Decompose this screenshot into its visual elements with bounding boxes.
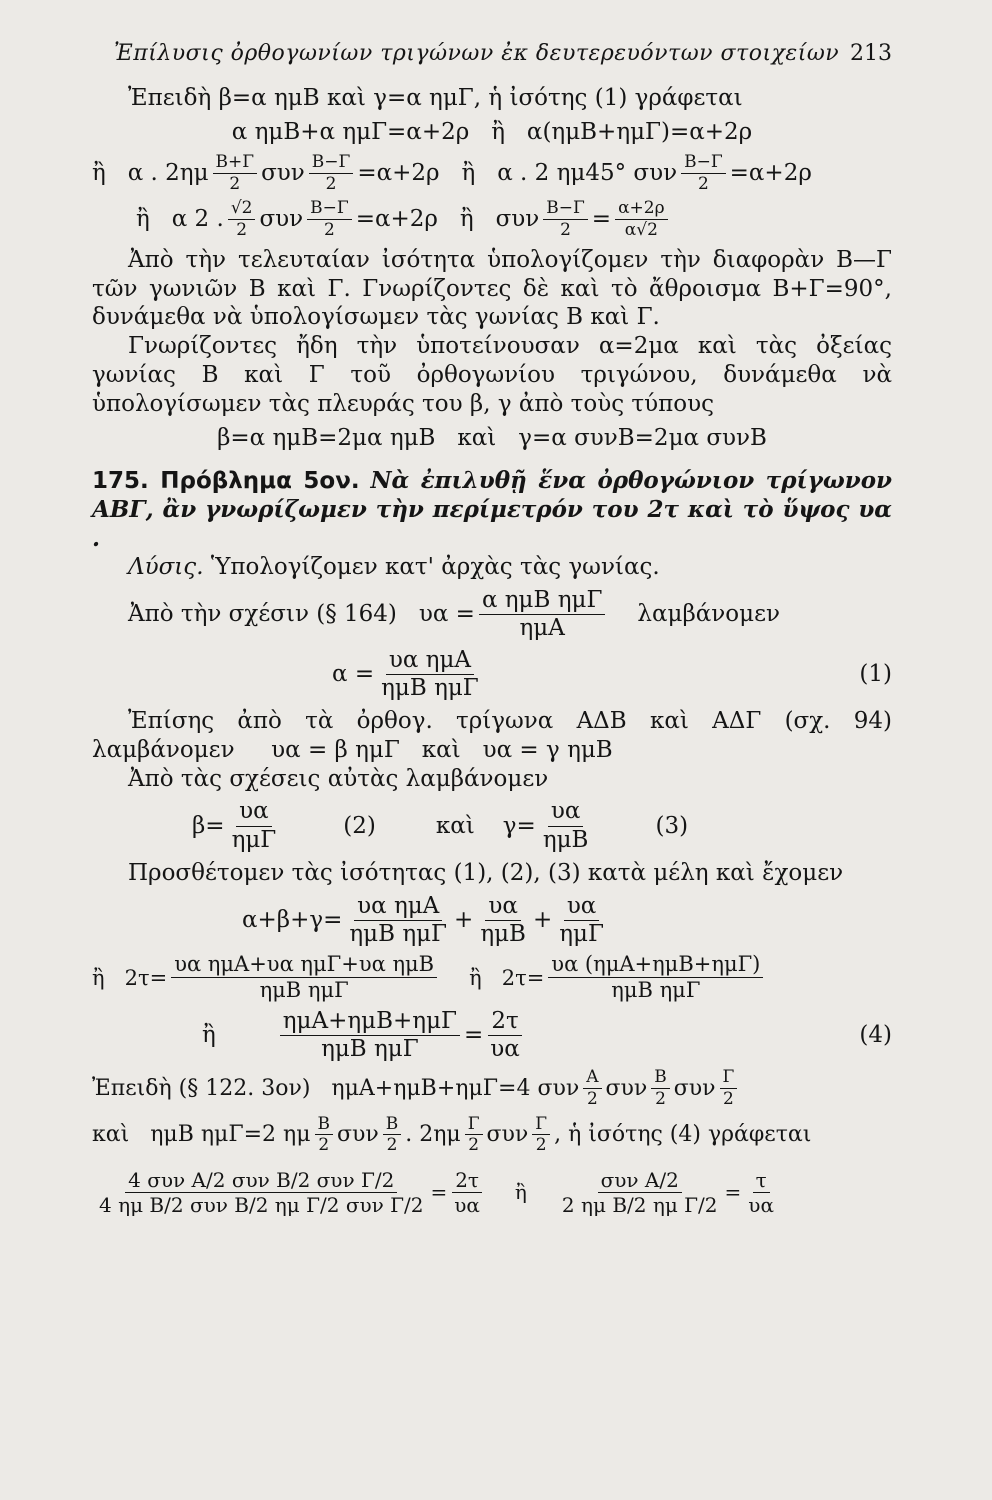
frac-num: τ — [753, 1169, 770, 1193]
frac-den: ημΒ — [542, 826, 589, 853]
solution-label: Λύσις. — [128, 554, 204, 581]
frac-num: 2τ — [488, 1009, 521, 1036]
frac-den: 2 — [697, 173, 709, 194]
equation-text: καὶ ημΒ ημΓ=2 ημ — [92, 1121, 311, 1147]
frac-den: 4 ημ B/2 συν B/2 ημ Γ/2 συν Γ/2 — [99, 1192, 424, 1217]
frac-num: συν A/2 — [598, 1169, 682, 1193]
fraction — [280, 1009, 460, 1063]
frac-num: √2 — [228, 199, 256, 220]
frac-den: 2 — [535, 1135, 547, 1156]
fraction — [540, 799, 592, 853]
frac-den: υα — [490, 1035, 520, 1062]
frac-num: Β−Γ — [681, 153, 726, 174]
chapter-title: Ἐπίλυσις ὀρθογωνίων τριγώνων ἐκ δευτερευόντων στοιχείων — [114, 41, 840, 66]
frac-num: α ημΒ ημΓ — [479, 588, 605, 615]
frac-num: υα — [485, 894, 521, 921]
fraction — [213, 153, 258, 193]
equation-text: =α+2ρ — [729, 159, 812, 186]
problem-heading — [92, 467, 892, 553]
equation-text: = — [591, 206, 612, 233]
frac-num: υα ημΑ — [354, 894, 442, 921]
frac-den: υα — [748, 1192, 774, 1217]
equation-text: καὶ — [435, 812, 475, 839]
fraction — [309, 153, 354, 193]
equation-text: συν — [259, 206, 304, 233]
equation-tau — [92, 953, 892, 1002]
frac-den: ημΓ — [559, 921, 604, 948]
frac-num: Α — [583, 1068, 601, 1089]
fraction — [465, 1115, 483, 1155]
equation-text: συν — [261, 159, 305, 186]
fraction — [556, 894, 607, 948]
paragraph-text-2: Γνωρίζοντες ἤδη τὴν ὑποτείνουσαν α=2μα καὶ τὰς ὀξείας γωνίας Β καὶ Γ τοῦ ὀρθογωνίου τριγώνου, δυνάμεθα νὰ ὑπολογίσωμεν τὰς πλευράς του β, γ ἀπὸ τοὺς τύπους — [92, 333, 892, 417]
frac-den: ημΒ ημΓ — [349, 921, 448, 948]
frac-den: ημΑ — [519, 615, 565, 642]
equation-text: γ= — [502, 812, 536, 839]
equation-text: Ἀπὸ τὴν σχέσιν (§ 164) υα = — [128, 601, 475, 628]
solution-line — [92, 553, 892, 582]
paragraph-text-4: Ἀπὸ τὰς σχέσεις αὐτὰς λαμβάνομεν — [128, 765, 549, 792]
equation-text: + — [454, 907, 474, 934]
frac-den: ημΒ — [480, 921, 526, 948]
equation-line-4 — [92, 424, 892, 453]
running-header — [92, 40, 892, 68]
frac-num: Β−Γ — [307, 199, 352, 220]
frac-num: Β — [383, 1115, 402, 1136]
fraction — [479, 588, 605, 642]
fraction — [228, 199, 256, 239]
fraction — [583, 1068, 601, 1108]
frac-num: Γ — [465, 1115, 483, 1136]
relation-line — [92, 588, 892, 642]
fraction — [451, 1169, 483, 1216]
fraction — [651, 1068, 670, 1108]
paragraph-text-3: Ἐπίσης ἀπὸ τὰ ὀρθογ. τρίγωνα ΑΔΒ καὶ ΑΔΓ (σχ. 94) λαμβάνομεν υα = β ημΓ καὶ υα = γ ημΒ — [92, 708, 900, 763]
fraction — [559, 1169, 721, 1216]
equation-text: Ἐπειδὴ (§ 122. 3ον) ημΑ+ημΒ+ημΓ=4 συν — [92, 1075, 580, 1101]
fraction — [171, 953, 437, 1002]
equation-text: ἢ — [202, 1021, 216, 1048]
frac-den: ημΒ ημΓ — [381, 674, 479, 701]
equation-text: ἢ α 2 . — [136, 206, 224, 233]
frac-num: υα — [236, 799, 272, 826]
equation-kai — [92, 1115, 892, 1155]
equation-final — [92, 1169, 892, 1216]
problem-statement: Νὰ ἐπιλυθῇ ἕνα ὀρθογώνιον τρίγωνον ΑΒΓ, ἂν γνωρίζωμεν τὴν περίμετρόν του 2τ καὶ τὸ ὕψος υα . — [92, 467, 892, 552]
equation-text: = — [430, 1179, 448, 1204]
frac-den: ημΓ — [231, 826, 277, 853]
frac-num: 4 συν A/2 συν B/2 συν Γ/2 — [125, 1169, 397, 1193]
frac-den: 2 — [468, 1135, 480, 1156]
equation-text: α = — [332, 661, 375, 688]
equation-line-2 — [92, 153, 892, 193]
equation-text: α+β+γ= — [242, 907, 343, 934]
equation-text: συν — [337, 1121, 379, 1147]
paragraph-text-1: Ἀπὸ τὴν τελευταίαν ἰσότητα ὑπολογίζομεν τὴν διαφορὰν Β—Γ τῶν γωνιῶν Β καὶ Γ. Γνωρίζοντες δὲ καὶ τὸ ἄθροισμα Β+Γ=90°, δυνάμεθα νὰ ὑπολογίσωμεν τὰς γωνίας Β καὶ Γ. — [92, 246, 892, 331]
frac-num: ημΑ+ημΒ+ημΓ — [280, 1009, 460, 1036]
frac-den: ημΒ ημΓ — [611, 978, 701, 1003]
equation-text: λαμβάνομεν — [637, 601, 780, 628]
frac-num: Β — [651, 1068, 670, 1089]
fraction — [378, 648, 482, 702]
spacer — [92, 459, 892, 467]
equation-2-3 — [92, 799, 892, 853]
frac-den: 2 — [560, 220, 571, 241]
equation-number: (3) — [655, 812, 689, 839]
frac-num: α+2ρ — [615, 199, 668, 220]
frac-den: 2 — [655, 1088, 666, 1109]
equation-text: συν — [605, 1075, 648, 1101]
equation-text: = — [724, 1179, 742, 1204]
frac-den: 2 — [386, 1135, 398, 1156]
frac-den: 2 — [318, 1135, 330, 1156]
fraction — [383, 1115, 402, 1155]
frac-num: Γ — [720, 1068, 738, 1089]
equation-text: συν — [486, 1121, 529, 1147]
equation-text: α ημΒ+α ημΓ=α+2ρ ἢ α(ημΒ+ημΓ)=α+2ρ — [231, 119, 753, 146]
fraction — [615, 199, 668, 239]
frac-den: 2 — [723, 1088, 734, 1109]
frac-den: υα — [454, 1192, 480, 1217]
equation-text: ἢ — [514, 1179, 527, 1204]
equation-text: ἢ α . 2ημ — [92, 159, 209, 186]
equation-text: συν — [673, 1075, 716, 1101]
paragraph-text-5: Προσθέτομεν τὰς ἰσότητας (1), (2), (3) κατὰ μέλη καὶ ἔχομεν — [128, 860, 844, 887]
solution-text: Ὑπολογίζομεν κατ' ἀρχὰς τὰς γωνίας. — [210, 554, 660, 581]
equation-text: =α+2ρ ἢ α . 2 ημ45° συν — [357, 159, 678, 186]
equation-text: + — [532, 907, 553, 934]
fraction — [96, 1169, 426, 1216]
page-number: 213 — [850, 41, 892, 66]
equation-1 — [92, 648, 892, 702]
equation-text: . 2ημ — [405, 1121, 461, 1147]
frac-num: υα — [564, 894, 600, 921]
frac-num: Β — [315, 1115, 334, 1136]
equation-text: = — [463, 1021, 484, 1048]
equation-4 — [92, 1009, 892, 1063]
fraction — [346, 894, 450, 948]
fraction — [487, 1009, 523, 1063]
equation-text: ἢ 2τ= — [469, 965, 545, 990]
equation-line-1 — [92, 118, 892, 147]
frac-num: 2τ — [452, 1169, 482, 1193]
frac-num: υα ημΑ+υα ημΓ+υα ημΒ — [171, 953, 437, 978]
frac-den: 2 — [229, 173, 241, 194]
fraction — [543, 199, 588, 239]
equation-line-3 — [92, 199, 892, 239]
equation-text: β=α ημΒ=2μα ημΒ καὶ γ=α συνΒ=2μα συνΒ — [217, 425, 767, 452]
fraction — [229, 799, 280, 853]
equation-number: (2) — [343, 812, 376, 839]
fraction — [477, 894, 529, 948]
equation-text: =α+2ρ ἢ συν — [355, 206, 540, 233]
frac-num: υα ημΑ — [386, 648, 474, 675]
frac-num: Γ — [532, 1115, 550, 1136]
frac-den: 2 — [324, 220, 335, 241]
fraction — [681, 153, 726, 193]
equation-number: (4) — [859, 1021, 892, 1048]
fraction — [548, 953, 763, 1002]
frac-num: υα (ημΑ+ημΒ+ημΓ) — [548, 953, 763, 978]
frac-num: Β−Γ — [543, 199, 588, 220]
frac-den: 2 — [236, 220, 248, 241]
equation-text: , ἡ ἰσότης (4) γράφεται — [554, 1121, 812, 1147]
fraction — [315, 1115, 334, 1155]
problem-number: 175. Πρόβλημα 5ον. — [92, 468, 360, 494]
equation-text: β= — [192, 812, 225, 839]
paragraph-intro: Ἐπειδὴ β=α ημΒ καὶ γ=α ημΓ, ἡ ἰσότης (1) γράφεται — [128, 84, 743, 111]
fraction — [745, 1169, 777, 1216]
frac-num: υα — [548, 799, 584, 826]
equation-number: (1) — [859, 661, 892, 688]
frac-num: Β−Γ — [309, 153, 354, 174]
equation-since — [92, 1068, 892, 1108]
frac-den: 2 — [325, 173, 337, 194]
frac-den: 2 — [586, 1088, 598, 1109]
equation-sum — [92, 894, 892, 948]
frac-num: Β+Γ — [213, 153, 258, 174]
fraction — [720, 1068, 738, 1108]
equation-text: ἢ 2τ= — [92, 965, 168, 990]
fraction — [532, 1115, 550, 1155]
frac-den: ημΒ ημΓ — [321, 1035, 419, 1062]
fraction — [307, 199, 352, 239]
frac-den: ημΒ ημΓ — [259, 978, 349, 1003]
frac-den: 2 ημ B/2 ημ Γ/2 — [561, 1192, 718, 1217]
frac-den: α√2 — [624, 220, 658, 241]
